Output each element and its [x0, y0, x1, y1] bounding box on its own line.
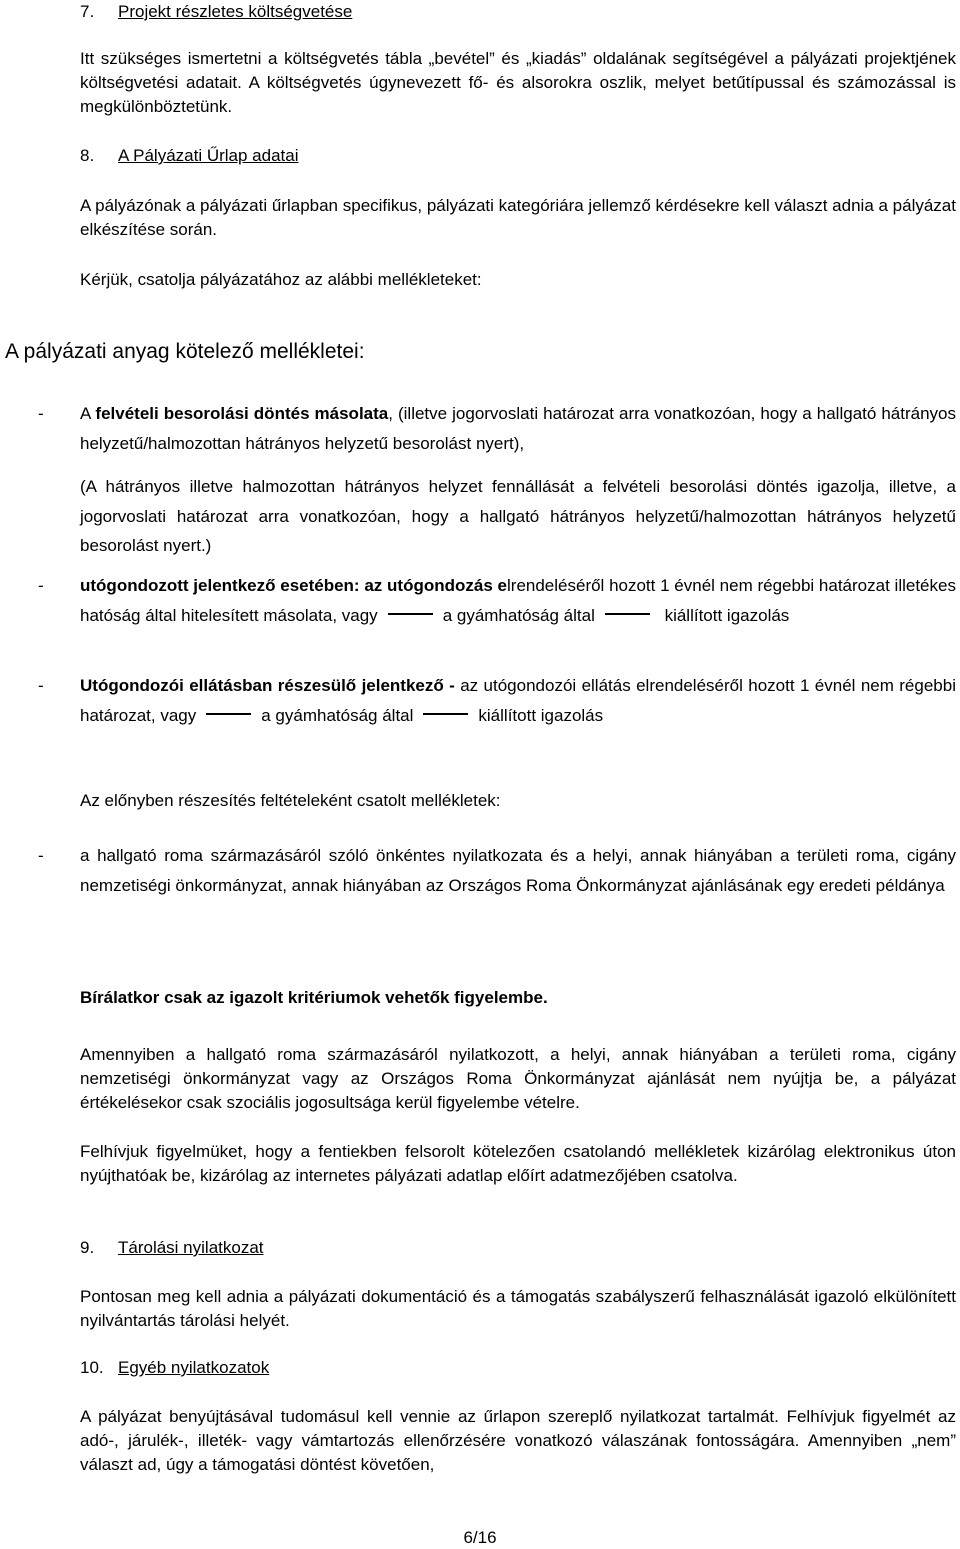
section-title: A Pályázati Űrlap adatai — [118, 146, 299, 165]
dash-line — [206, 713, 251, 715]
page-number: 6/16 — [463, 1528, 497, 1547]
preference-paragraph-1: Amennyiben a hallgató roma származásáról nyilatkozott, a helyi, annak hiányában a területi roma, cigány nemzetiségi önkormányzat vagy az Országos Roma Önkormányzat ajánlását nem nyújtja be, a pályázat értékelésekor csak szociális jogosultsága kerül figyelembe vételre. — [80, 1045, 956, 1112]
list-marker: - — [38, 676, 44, 695]
preference-item-1: a hallgató roma származásáról szóló önkéntes nyilatkozata és a helyi, annak hiányában a területi roma, cigány nemzetiségi önkormányzat, annak hiányában az Országos Roma Önkormányzat ajánlásának egy eredeti példánya — [80, 846, 956, 895]
section-number: 7. — [80, 2, 95, 21]
section-8-heading — [80, 146, 299, 166]
mandatory-item-1-note: (A hátrányos illetve halmozottan hátrányos helyzet fennállását a felvételi besorolási döntés igazolja, illetve, a jogorvoslati határozat arra vonatkozóan, hogy a hallgató hátrányos helyzetű/halmozottan hátrányos helyzetű besorolást nyert.) — [80, 477, 956, 555]
attachments-intro: Kérjük, csatolja pályázatához az alábbi mellékleteket: — [80, 270, 482, 289]
section-number: 9. — [80, 1238, 95, 1257]
section-10-heading — [80, 1358, 269, 1378]
section-title: Projekt részletes költségvetése — [118, 2, 353, 21]
mandatory-item-3: Utógondozói ellátásban részesülő jelentkező - az utógondozói ellátás elrendeléséről hozott 1 évnél nem régebbi határozat, vagy a gyámhatóság által kiállított igazolás — [80, 676, 956, 725]
section-7-paragraph: Itt szükséges ismertetni a költségvetés tábla „bevétel” és „kiadás” oldalának segítségével a pályázati projektjének költségvetési adatait. A költségvetés úgynevezett fő- és alsorokra oszlik, melyet betűtípussal és számozással is megkülönböztetünk. — [80, 49, 956, 116]
list-marker: - — [38, 846, 44, 865]
section-title: Tárolási nyilatkozat — [118, 1238, 264, 1257]
dash-line — [605, 613, 650, 615]
bold-note: Bírálatkor csak az igazolt kritériumok vehetők figyelembe. — [80, 988, 548, 1007]
list-marker: - — [38, 404, 44, 423]
section-9-paragraph: Pontosan meg kell adnia a pályázati dokumentáció és a támogatás szabályszerű felhasználását igazoló elkülönített nyilvántartás tárolási helyét. — [80, 1287, 956, 1330]
dash-line — [423, 713, 468, 715]
preference-attachments-heading: Az előnyben részesítés feltételeként csatolt mellékletek: — [80, 791, 501, 810]
section-7-heading — [80, 2, 352, 22]
mandatory-attachments-heading: A pályázati anyag kötelező mellékletei: — [5, 340, 365, 363]
bold-term: felvételi besorolási döntés másolata — [95, 404, 389, 423]
section-number: 10. — [80, 1358, 104, 1377]
section-9-heading — [80, 1238, 264, 1258]
section-10-paragraph: A pályázat benyújtásával tudomásul kell vennie az űrlapon szereplő nyilatkozat tartalmát. Felhívjuk figyelmét az adó-, járulék-, illeték- vagy vámtartozás ellenőrzésére vonatkozó válaszának fontosságára. Amennyiben „nem” választ ad, úgy a támogatási döntést követően, — [80, 1407, 956, 1474]
list-marker: - — [38, 576, 44, 595]
mandatory-item-2: utógondozott jelentkező esetében: az utógondozás elrendeléséről hozott 1 évnél nem régebbi határozat illetékes hatóság által hitelesített másolata, vagy a gyámhatóság által kiállított igazolás — [80, 576, 956, 625]
mandatory-item-1: A felvételi besorolási döntés másolata, (illetve jogorvoslati határozat arra vonatkozóan, hogy a hallgató hátrányos helyzetű/halmozottan hátrányos helyzetű besorolást nyert), — [80, 404, 956, 453]
section-number: 8. — [80, 146, 95, 165]
preference-paragraph-2: Felhívjuk figyelmüket, hogy a fentiekben felsorolt kötelezően csatolandó mellékletek kizárólag elektronikus úton nyújthatóak be, kizárólag az internetes pályázati adatlap előírt adatmezőjében csatolva. — [80, 1142, 956, 1185]
section-title: Egyéb nyilatkozatok — [118, 1358, 270, 1377]
dash-line — [388, 613, 433, 615]
section-8-paragraph: A pályázónak a pályázati űrlapban specifikus, pályázati kategóriára jellemző kérdésekre kell választ adnia a pályázat elkészítése során. — [80, 196, 956, 239]
